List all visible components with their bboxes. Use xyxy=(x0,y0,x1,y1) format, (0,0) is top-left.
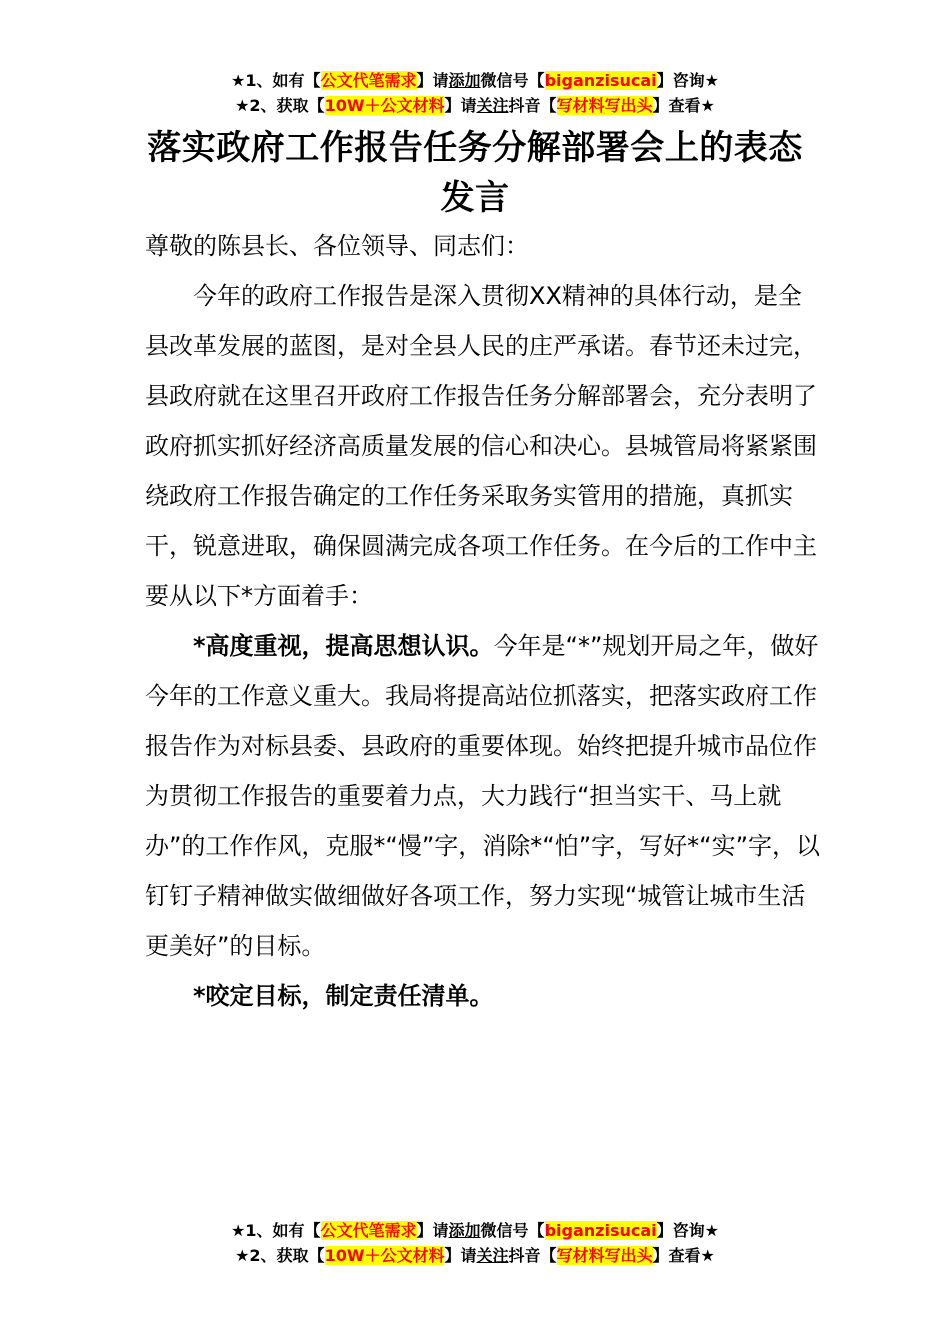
footer-highlight-wechat-id: biganzisucai xyxy=(544,1221,657,1240)
footer-highlight-douyin: 写材料写出头 xyxy=(556,1246,653,1265)
footer-line-2: ★2、获取【10W＋公文材料】请关注抖音【写材料写出头】查看★ xyxy=(235,1246,715,1265)
highlight-wechat-id: biganzisucai xyxy=(544,71,657,90)
banner-line-1: ★1、如有【公文代笔需求】请添加微信号【biganzisucai】咨询★ xyxy=(231,71,719,90)
section-1-heading: *高度重视，提高思想认识。 xyxy=(193,632,494,660)
highlight-service: 公文代笔需求 xyxy=(320,71,417,90)
paragraph-section-2 xyxy=(145,971,825,1021)
section-1-body: 今年是“*”规划开局之年，做好今年的工作意义重大。我局将提高站位抓落实，把落实政府工作报告作为对标县委、县政府的重要体现。始终把提升城市品位作为贯彻工作报告的重要着力点，大力践行“担当实干、马上就办”的工作作风，克服*“慢”字，消除*“怕”字，写好*“实”字，以钉钉子精神做实做细做好各项工作，努力实现“城管让城市生活更美好”的目标。 xyxy=(145,632,821,960)
paragraph-section-1 xyxy=(145,621,825,971)
paragraph-intro: 今年的政府工作报告是深入贯彻XX精神的具体行动，是全县改革发展的蓝图，是对全县人民的庄严承诺。春节还未过完，县政府就在这里召开政府工作报告任务分解部署会，充分表明了政府抓实抓好经济高质量发展的信心和决心。县城管局将紧紧围绕政府工作报告确定的工作任务采取务实管用的措施，真抓实干，锐意进取，确保圆满完成各项工作任务。在今后的工作中主要从以下*方面着手： xyxy=(145,282,817,610)
highlight-materials: 10W＋公文材料 xyxy=(324,96,445,115)
section-2-heading: *咬定目标，制定责任清单。 xyxy=(193,982,494,1010)
highlight-douyin: 写材料写出头 xyxy=(556,96,653,115)
footer-highlight-service: 公文代笔需求 xyxy=(320,1221,417,1240)
footer-highlight-materials: 10W＋公文材料 xyxy=(324,1246,445,1265)
footer-banner xyxy=(0,1218,950,1268)
banner-line-2: ★2、获取【10W＋公文材料】请关注抖音【写材料写出头】查看★ xyxy=(235,96,715,115)
footer-line-1: ★1、如有【公文代笔需求】请添加微信号【biganzisucai】咨询★ xyxy=(231,1221,719,1240)
document-title: 落实政府工作报告任务分解部署会上的表态发言 xyxy=(147,128,803,218)
salutation: 尊敬的陈县长、各位领导、同志们： xyxy=(145,232,529,260)
document-body xyxy=(145,221,825,1021)
header-banner xyxy=(0,68,950,118)
